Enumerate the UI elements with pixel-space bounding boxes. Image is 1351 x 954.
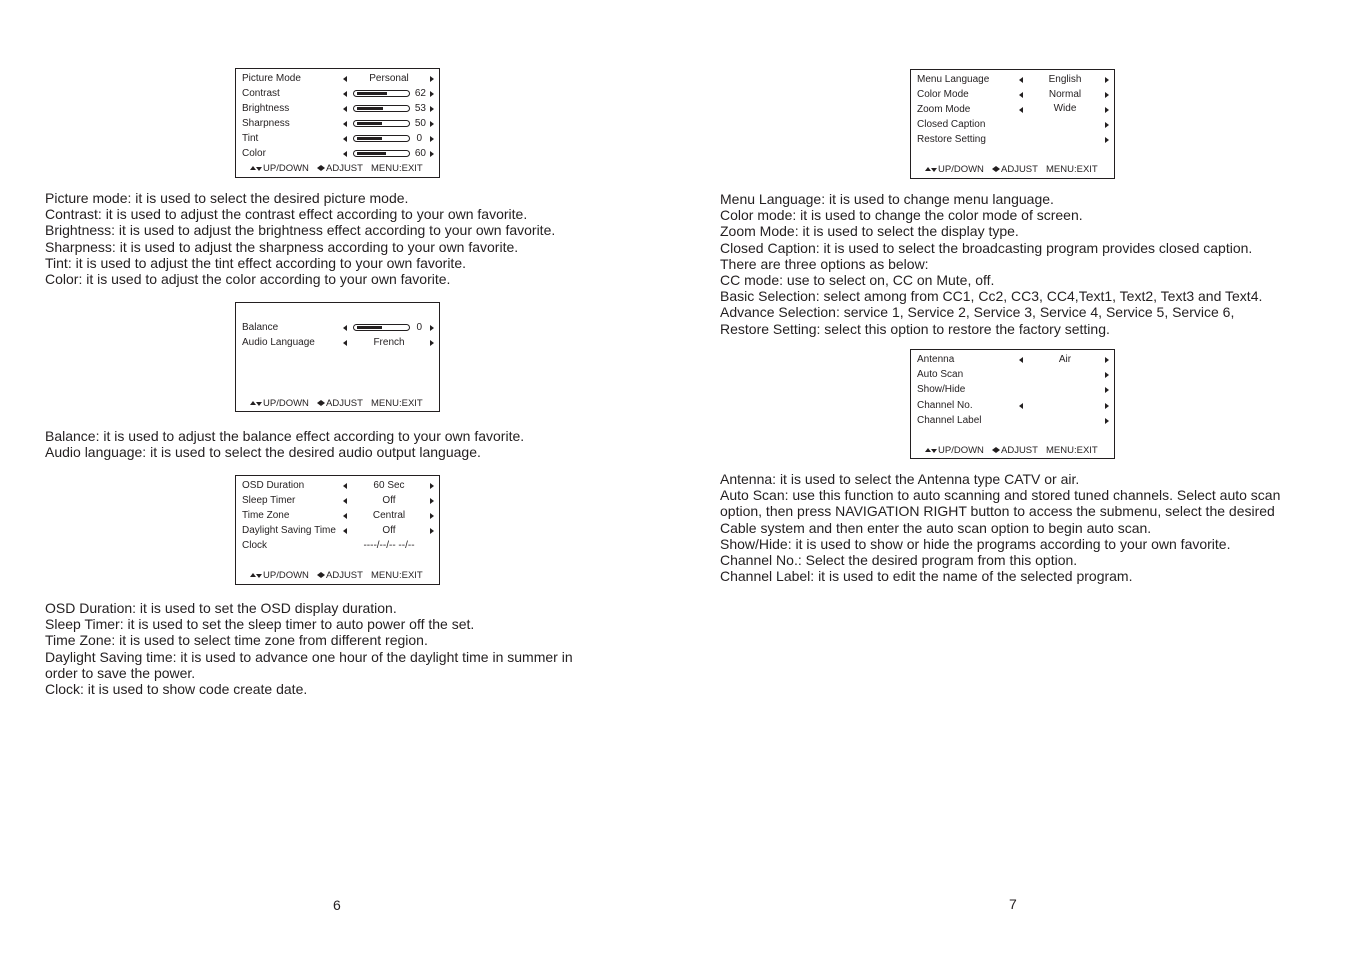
right-arrow-icon [1105, 357, 1109, 363]
brightness-slider[interactable] [353, 105, 410, 112]
menu-item-value: Personal [369, 73, 409, 84]
menu-item-label: Menu Language [917, 74, 990, 85]
menu-item-label: Brightness [242, 103, 290, 114]
picture-description [45, 190, 555, 287]
right-arrow-icon [996, 447, 1000, 453]
menu-item-label: Color [242, 148, 266, 159]
left-arrow-icon [343, 151, 347, 157]
channel-description [720, 471, 1280, 584]
menu-item-label: Channel Label [917, 415, 982, 426]
closed-caption-row[interactable] [911, 118, 1114, 132]
tint-row[interactable] [236, 132, 439, 146]
updown-hint [250, 570, 309, 582]
menu-footer [236, 570, 439, 582]
menu-item-value: Normal [1048, 89, 1082, 100]
right-arrow-icon [1105, 403, 1109, 409]
right-arrow-icon [430, 91, 434, 97]
menu-item-value: 0 [416, 133, 422, 144]
tint-slider[interactable] [353, 135, 410, 142]
desc-line: option, then press NAVIGATION RIGHT button to access the submenu, select the desired [720, 503, 1275, 520]
desc-line: Auto Scan: use this function to auto scanning and stored tuned channels. Select auto scan [720, 487, 1281, 504]
sharpness-row[interactable] [236, 117, 439, 131]
menu-item-label: Clock [242, 540, 268, 551]
audio-menu [235, 302, 440, 412]
setup-description [720, 191, 1262, 337]
color-slider[interactable] [353, 150, 410, 157]
right-arrow-icon [1105, 372, 1109, 378]
left-arrow-icon [343, 325, 347, 331]
adjust-hint [992, 445, 1038, 457]
left-arrow-icon [343, 76, 347, 82]
right-arrow-icon [430, 340, 434, 346]
down-arrow-icon [931, 168, 937, 172]
left-arrow-icon [343, 106, 347, 112]
menu-item-value: 62 [414, 88, 426, 99]
desc-line: Menu Language: it is used to change menu language. [720, 191, 1054, 207]
menu-item-label: Antenna [917, 354, 955, 365]
left-arrow-icon [343, 513, 347, 519]
time-description [45, 600, 573, 697]
updown-hint [250, 163, 309, 175]
menu-item-label: Balance [242, 322, 279, 333]
exit-hint: MENU:EXIT [371, 163, 423, 174]
right-arrow-icon [321, 165, 325, 171]
right-arrow-icon [430, 498, 434, 504]
down-arrow-icon [256, 574, 262, 578]
menu-footer [236, 163, 439, 175]
setup-menu [910, 69, 1115, 179]
channel-no-row[interactable] [911, 399, 1114, 413]
desc-line: order to save the power. [45, 664, 196, 681]
contrast-row[interactable] [236, 87, 439, 101]
desc-line: Color mode: it is used to change the color mode of screen. [720, 207, 1083, 224]
right-arrow-icon [1105, 387, 1109, 393]
right-arrow-icon [1105, 137, 1109, 143]
left-arrow-icon [343, 91, 347, 97]
right-arrow-icon [1105, 92, 1109, 98]
left-arrow-icon [343, 121, 347, 127]
menu-item-label: Channel No. [917, 400, 973, 411]
menu-item-label: Picture Mode [242, 73, 301, 84]
desc-line: Sleep Timer: it is used to set the sleep timer to auto power off the set. [45, 616, 475, 633]
left-arrow-icon [343, 483, 347, 489]
menu-item-label: Audio Language [242, 337, 315, 348]
menu-item-value: 60 [414, 148, 426, 159]
menu-item-label: Color Mode [917, 89, 969, 100]
desc-line: Contrast: it is used to adjust the contrast effect according to your own favorite. [45, 206, 528, 223]
updown-label: UP/DOWN [263, 163, 309, 174]
desc-line: Basic Selection: select among from CC1, Cc2, CC3, CC4,Text1, Text2, Text3 and Text4. [720, 288, 1263, 305]
menu-item-value: Air [1058, 354, 1072, 365]
down-arrow-icon [931, 449, 937, 453]
audio-language-row[interactable] [236, 336, 439, 350]
menu-item-value: 50 [414, 118, 426, 129]
desc-line: Time Zone: it is used to select time zone from different region. [45, 632, 428, 649]
restore-setting-row[interactable] [911, 133, 1114, 147]
sleep-timer-row[interactable] [236, 494, 439, 508]
menu-item-label: Zoom Mode [917, 104, 971, 115]
updown-label: UP/DOWN [263, 398, 309, 409]
desc-line: Audio language: it is used to select the desired audio output language. [45, 444, 481, 461]
updown-hint [250, 398, 309, 410]
menu-item-value: French [373, 337, 405, 348]
clock-row[interactable] [236, 539, 439, 553]
right-arrow-icon [321, 400, 325, 406]
adjust-hint [992, 164, 1038, 176]
right-arrow-icon [430, 325, 434, 331]
desc-line: OSD Duration: it is used to set the OSD display duration. [45, 600, 397, 616]
sharpness-slider[interactable] [353, 120, 410, 127]
adjust-label: ADJUST [1001, 164, 1038, 175]
desc-line: Daylight Saving time: it is used to advance one hour of the daylight time in summer in [45, 648, 573, 665]
exit-hint: MENU:EXIT [371, 398, 423, 409]
desc-line: Channel Label: it is used to edit the name of the selected program. [720, 568, 1133, 585]
updown-hint [925, 445, 984, 457]
menu-item-value: Off [382, 495, 396, 506]
desc-line: Tint: it is used to adjust the tint effect according to your own favorite. [45, 254, 466, 271]
menu-item-label: OSD Duration [242, 480, 305, 491]
left-arrow-icon [343, 528, 347, 534]
right-arrow-icon [1105, 107, 1109, 113]
left-arrow-icon [1019, 107, 1023, 113]
menu-item-value: Wide [1053, 103, 1077, 114]
right-arrow-icon [321, 572, 325, 578]
desc-line: Zoom Mode: it is used to select the display type. [720, 223, 1019, 240]
right-arrow-icon [430, 136, 434, 142]
menu-item-value: English [1048, 74, 1082, 85]
color-mode-row[interactable] [911, 88, 1114, 102]
menu-item-label: Daylight Saving Time [242, 525, 336, 536]
antenna-row[interactable] [911, 353, 1114, 367]
menu-item-value: 60 Sec [373, 480, 405, 491]
menu-item-label: Time Zone [242, 510, 290, 521]
audio-description [45, 428, 524, 460]
desc-line: There are three options as below: [720, 255, 929, 272]
desc-line: Closed Caption: it is used to select the broadcasting program provides closed caption. [720, 239, 1253, 256]
right-arrow-icon [1105, 122, 1109, 128]
right-arrow-icon [996, 166, 1000, 172]
picture-menu [235, 68, 440, 178]
right-arrow-icon [430, 76, 434, 82]
menu-item-value: Off [382, 525, 396, 536]
desc-line: Antenna: it is used to select the Antenna type CATV or air. [720, 471, 1080, 487]
menu-item-label: Restore Setting [917, 134, 986, 145]
show-hide-row[interactable] [911, 383, 1114, 397]
desc-line: Advance Selection: service 1, Service 2, Service 3, Service 4, Service 5, Service 6, [720, 304, 1235, 321]
menu-item-value: Central [372, 510, 406, 521]
desc-line: Picture mode: it is used to select the desired picture mode. [45, 190, 409, 206]
right-arrow-icon [430, 513, 434, 519]
right-arrow-icon [430, 528, 434, 534]
menu-item-value: 53 [414, 103, 426, 114]
left-arrow-icon [1019, 77, 1023, 83]
desc-line: CC mode: use to select on, CC on Mute, off. [720, 272, 995, 289]
time-menu [235, 475, 440, 585]
right-arrow-icon [430, 121, 434, 127]
menu-item-value: 0 [416, 322, 422, 333]
balance-row[interactable] [236, 321, 439, 335]
desc-line: Cable system and then enter the auto scan option to begin auto scan. [720, 519, 1152, 536]
desc-line: Color: it is used to adjust the color according to your own favorite. [45, 271, 451, 288]
time-zone-row[interactable] [236, 509, 439, 523]
exit-hint: MENU:EXIT [1046, 164, 1098, 175]
adjust-label: ADJUST [326, 163, 363, 174]
desc-line: Channel No.: Select the desired program from this option. [720, 552, 1078, 569]
menu-item-label: Show/Hide [917, 384, 966, 395]
balance-slider[interactable] [353, 324, 410, 331]
brightness-row[interactable] [236, 102, 439, 116]
desc-line: Restore Setting: select this option to restore the factory setting. [720, 320, 1110, 337]
exit-hint: MENU:EXIT [1046, 445, 1098, 456]
channel-menu [910, 349, 1115, 459]
menu-footer [236, 398, 439, 410]
updown-hint [925, 164, 984, 176]
page-number-left: 6 [333, 897, 341, 913]
right-arrow-icon [430, 151, 434, 157]
adjust-label: ADJUST [326, 398, 363, 409]
down-arrow-icon [256, 167, 262, 171]
right-arrow-icon [430, 106, 434, 112]
menu-item-label: Tint [242, 133, 259, 144]
daylight-saving-row[interactable] [236, 524, 439, 538]
contrast-slider[interactable] [353, 90, 410, 97]
osd-duration-row[interactable] [236, 479, 439, 493]
menu-footer [911, 445, 1114, 457]
updown-label: UP/DOWN [263, 570, 309, 581]
color-row[interactable] [236, 147, 439, 161]
adjust-hint [317, 163, 363, 175]
adjust-hint [317, 570, 363, 582]
desc-line: Show/Hide: it is used to show or hide the programs according to your own favorite. [720, 535, 1231, 552]
picture-mode-row[interactable] [236, 72, 439, 86]
left-arrow-icon [343, 136, 347, 142]
desc-line: Brightness: it is used to adjust the brightness effect according to your own favorite. [45, 222, 556, 239]
updown-label: UP/DOWN [938, 164, 984, 175]
right-arrow-icon [1105, 77, 1109, 83]
updown-label: UP/DOWN [938, 445, 984, 456]
menu-footer [911, 164, 1114, 176]
menu-item-label: Sleep Timer [242, 495, 296, 506]
left-arrow-icon [1019, 92, 1023, 98]
down-arrow-icon [256, 402, 262, 406]
auto-scan-row[interactable] [911, 368, 1114, 382]
menu-item-label: Auto Scan [917, 369, 964, 380]
adjust-label: ADJUST [326, 570, 363, 581]
left-arrow-icon [1019, 357, 1023, 363]
desc-line: Clock: it is used to show code create date. [45, 681, 308, 698]
menu-item-label: Sharpness [242, 118, 290, 129]
right-arrow-icon [1105, 418, 1109, 424]
left-arrow-icon [1019, 403, 1023, 409]
adjust-label: ADJUST [1001, 445, 1038, 456]
menu-item-value: ----/--/-- --/-- [363, 540, 415, 551]
menu-item-label: Closed Caption [917, 119, 986, 130]
exit-hint: MENU:EXIT [371, 570, 423, 581]
left-arrow-icon [343, 498, 347, 504]
menu-language-row[interactable] [911, 73, 1114, 87]
channel-label-row[interactable] [911, 414, 1114, 428]
zoom-mode-row[interactable] [911, 103, 1114, 117]
adjust-hint [317, 398, 363, 410]
desc-line: Sharpness: it is used to adjust the sharpness according to your own favorite. [45, 238, 519, 255]
page-number-right: 7 [1009, 896, 1017, 912]
left-arrow-icon [343, 340, 347, 346]
menu-item-label: Contrast [242, 88, 280, 99]
right-arrow-icon [430, 483, 434, 489]
desc-line: Balance: it is used to adjust the balance effect according to your own favorite. [45, 428, 525, 444]
